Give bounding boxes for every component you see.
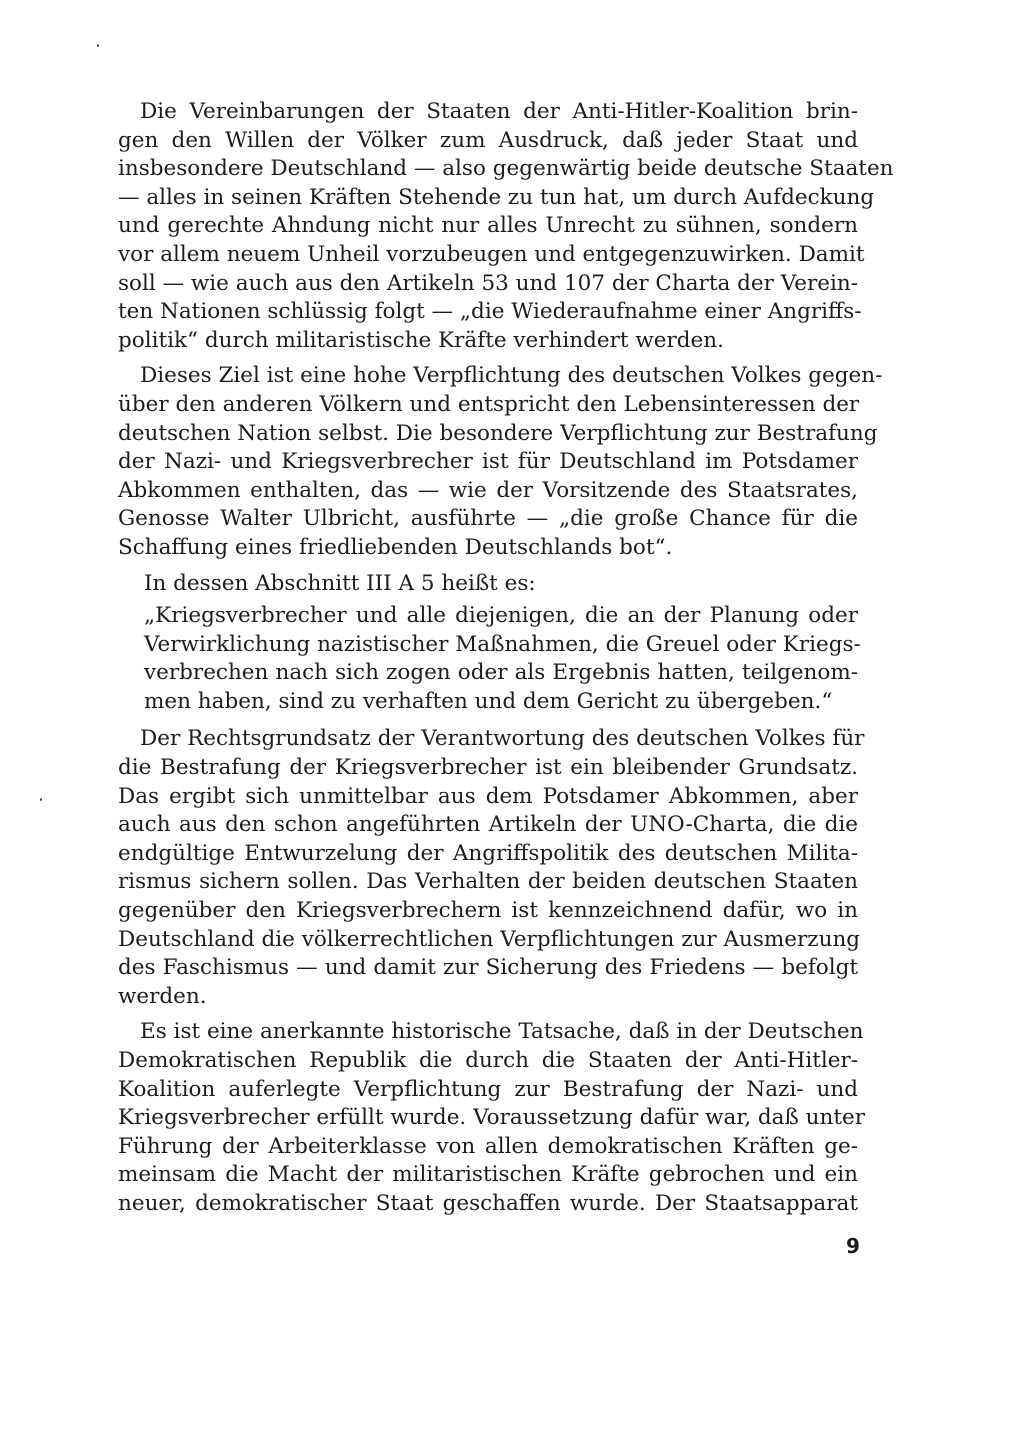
text-line: soll — wie auch aus den Artikeln 53 und 107 der Charta der Verein- — [118, 270, 858, 296]
text-line: Die Vereinbarungen der Staaten der Anti-Hitler-Koalition brin- — [140, 99, 858, 124]
text-line: insbesondere Deutschland — also gegenwärtig beide deutsche Staaten — [118, 156, 894, 182]
text-line: Führung der Arbeiterklasse von allen demokratischen Kräften ge- — [118, 1133, 858, 1159]
quote-line: verbrechen nach sich zogen oder als Ergebnis hatten, teilgenom- — [144, 660, 858, 686]
paragraph-1 — [118, 98, 894, 355]
scan-speck — [97, 44, 99, 47]
text-line: Genosse Walter Ulbricht, ausführte — „die große Chance für die — [118, 506, 858, 532]
text-line: Demokratischen Republik die durch die Staaten der Anti-Hitler- — [118, 1048, 858, 1073]
page-number: 9 — [846, 1234, 860, 1258]
block-quote — [144, 602, 861, 716]
text-line: auch aus den schon angeführten Artikeln der UNO-Charta, die die — [118, 812, 858, 838]
text-line: endgültige Entwurzelung der Angriffspolitik des deutschen Milita- — [118, 840, 858, 866]
text-line: und gerechte Ahndung nicht nur alles Unrecht zu sühnen, sondern — [118, 213, 858, 239]
text-line: über den anderen Völkern und entspricht den Lebensinteressen der — [118, 391, 860, 417]
text-line: — alles in seinen Kräften Stehende zu tun hat, um durch Aufdeckung — [118, 184, 875, 210]
scan-speck — [40, 798, 42, 801]
text-line: rismus sichern sollen. Das Verhalten der beiden deutschen Staaten — [118, 869, 858, 895]
text-line: Kriegsverbrecher erfüllt wurde. Voraussetzung dafür war, daß unter — [118, 1105, 865, 1131]
text-line: politik“ durch militaristische Kräfte verhindert werden. — [118, 327, 724, 353]
paragraph-4 — [118, 1018, 865, 1218]
quote-line: men haben, sind zu verhaften und dem Gericht zu übergeben.“ — [144, 688, 833, 714]
text-line: Koalition auferlegte Verpflichtung zur Bestrafung der Nazi- und — [118, 1076, 858, 1102]
text-line: Schaffung eines friedliebenden Deutschlands bot“. — [118, 534, 673, 560]
text-line: gegenüber den Kriegsverbrechern ist kennzeichnend dafür, wo in — [118, 898, 858, 924]
page-body — [118, 98, 894, 1226]
text-line: der Nazi- und Kriegsverbrecher ist für Deutschland im Potsdamer — [118, 449, 858, 475]
text-line: vor allem neuem Unheil vorzubeugen und entgegenzuwirken. Damit — [118, 241, 865, 267]
quote-line: „Kriegsverbrecher und alle diejenigen, die an der Planung oder — [144, 603, 858, 629]
quote-intro: In dessen Abschnitt III A 5 heißt es: — [144, 570, 536, 596]
paragraph-3 — [118, 725, 865, 1011]
text-line: Der Rechtsgrundsatz der Verantwortung des deutschen Volkes für — [140, 726, 865, 752]
text-line: Dieses Ziel ist eine hohe Verpflichtung des deutschen Volkes gegen- — [140, 363, 883, 389]
text-line: Deutschland die völkerrechtlichen Verpflichtungen zur Ausmerzung — [118, 926, 861, 952]
quote-line: Verwirklichung nazistischer Maßnahmen, die Greuel oder Kriegs- — [144, 631, 861, 657]
text-line: werden. — [118, 983, 207, 1009]
text-line: Es ist eine anerkannte historische Tatsache, daß in der Deutschen — [140, 1019, 864, 1045]
text-line: gen den Willen der Völker zum Ausdruck, daß jeder Staat und — [118, 127, 858, 153]
text-line: meinsam die Macht der militaristischen Kräfte gebrochen und ein — [118, 1162, 858, 1188]
text-line: Abkommen enthalten, das — wie der Vorsitzende des Staatsrates, — [118, 477, 858, 503]
text-line: deutschen Nation selbst. Die besondere Verpflichtung zur Bestrafung — [118, 420, 878, 446]
paragraph-2 — [118, 362, 883, 562]
text-line: neuer, demokratischer Staat geschaffen wurde. Der Staatsapparat — [118, 1190, 858, 1216]
text-line: des Faschismus — und damit zur Sicherung des Friedens — befolgt — [118, 955, 858, 981]
text-line: Das ergibt sich unmittelbar aus dem Potsdamer Abkommen, aber — [118, 783, 858, 809]
text-line: die Bestrafung der Kriegsverbrecher ist ein bleibender Grundsatz. — [118, 755, 858, 781]
text-line: ten Nationen schlüssig folgt — „die Wiederaufnahme einer Angriffs- — [118, 299, 862, 325]
